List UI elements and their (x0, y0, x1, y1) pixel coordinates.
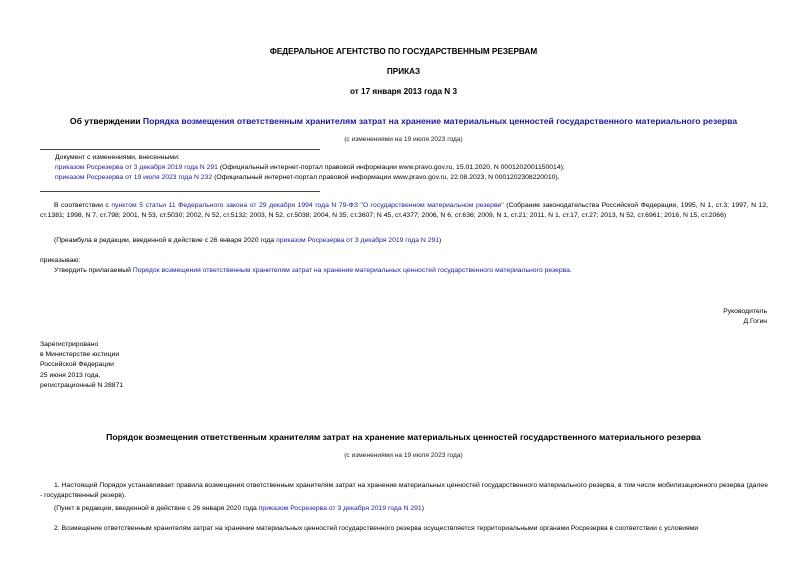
approve-text: Утвердить прилагаемый (54, 267, 133, 274)
amendment-source: (Официальный интернет-портал правовой информации www.pravo.gov.ru, 22.08.2023, N 0001202308220010). (212, 173, 560, 181)
order-word: приказываю: (40, 257, 81, 264)
procedure-point-2: 2. Возмещение ответственным хранителям затрат на хранение материальных ценностей государственного резерва осуществляется территориальными органами Росрезерва в соответствии с условиями (54, 525, 699, 532)
amendment-item (55, 163, 775, 173)
procedure-point-1: 1. Настоящий Порядок устанавливает правила возмещения ответственным хранителям затрат на хранение материальных ценностей государственного материального резерва, в том числе мобилизационного резерва (далее - государственный резерв). (40, 482, 768, 499)
amendments-bottom-rule (40, 191, 320, 192)
signature-position: Руководитель (723, 308, 767, 315)
amendments-intro: Документ с изменениями, внесенными: (55, 154, 180, 161)
edit-note-close: ) (421, 505, 424, 512)
registration-line: 25 июня 2013 года, (40, 371, 101, 379)
procedure-title-link[interactable]: Порядка возмещения ответственным хранителям затрат на хранение материальных ценностей государственного материального резерва (142, 116, 738, 126)
document-title-prefix: Об утверждении (69, 116, 143, 126)
document-title (30, 115, 777, 127)
registration-line: в Министерстве юстиции (40, 351, 120, 359)
edit-note-text: (Пункт в редакции, введенной в действие с 26 января 2020 года (54, 505, 259, 512)
signature-name: Д.Гогин (743, 317, 767, 325)
preamble-source: (Собрание законодательства Российской Федерации, 1995, N 1, ст.3; 1997, N 12, ст.1381; 1998, N 7, ст.798; 2001, N 53, ст.5030; 2002, N 52, ст.5132; 2003, N 52, ст.5038; 2004, N 35, ст.3607; N 45, ст.4377; 2006, N 6, ст.636; 2009, N 1, ст.21; 2011, N 1, ст.17, ст.27; 2013, N 52, ст.6961; 2016, N 15, ст.2066) (40, 202, 769, 219)
order-approve (54, 266, 774, 276)
registration-block (40, 340, 240, 391)
amendment-link-2019[interactable]: приказом Росрезерва от 3 декабря 2019 года N 291 (55, 163, 218, 171)
preamble-paragraph (40, 201, 768, 221)
approve-dot: . (569, 267, 572, 274)
document-type: ПРИКАЗ (386, 67, 421, 76)
federal-law-link[interactable]: пунктом 5 статьи 11 Федерального закона от 29 декабря 1994 года N 79-ФЗ "О государственном материальном резерве" (111, 202, 504, 209)
amendments-top-rule (40, 149, 320, 150)
procedure-title: Порядок возмещения ответственным хранителям затрат на хранение материальных ценностей государственного материального резерва (106, 432, 701, 442)
agency-name: ФЕДЕРАЛЬНОЕ АГЕНТСТВО ПО ГОСУДАРСТВЕННЫМ РЕЗЕРВАМ (269, 47, 538, 56)
document-date: от 17 января 2013 года N 3 (349, 87, 458, 96)
amendment-source: (Официальный интернет-портал правовой информации www.pravo.gov.ru, 15.01.2020, N 0001202001150014); (217, 163, 565, 171)
preamble-edit-note (54, 236, 774, 246)
procedure-changes-note: (с изменениями на 19 июля 2023 года) (344, 452, 463, 459)
edit-note-text: (Преамбула в редакции, введенной в действие с 26 января 2020 года (54, 237, 277, 244)
edit-note-close: ) (439, 237, 442, 244)
edit-note-link[interactable]: приказом Росрезерва от 3 декабря 2019 года N 291 (276, 237, 440, 244)
point-1-edit-note (54, 504, 774, 514)
amendment-item (55, 173, 775, 183)
preamble-text: В соответствии с (54, 202, 112, 209)
point-1-edit-link[interactable]: приказом Росрезерва от 3 декабря 2019 года N 291 (258, 505, 422, 512)
signature-block (723, 307, 767, 327)
amendments-block (55, 153, 775, 183)
amendment-link-2023[interactable]: приказом Росрезерва от 19 июля 2023 года N 232 (55, 173, 213, 181)
approved-procedure-link[interactable]: Порядок возмещения ответственным хранителям затрат на хранение материальных ценностей государственного материального резерва (132, 267, 570, 274)
registration-line: регистрационный N 28871 (40, 381, 124, 389)
changes-note: (с изменениями на 19 июля 2023 года) (344, 136, 463, 143)
registration-line: Зарегистрировано (40, 341, 99, 348)
registration-line: Российской Федерации (40, 361, 114, 369)
